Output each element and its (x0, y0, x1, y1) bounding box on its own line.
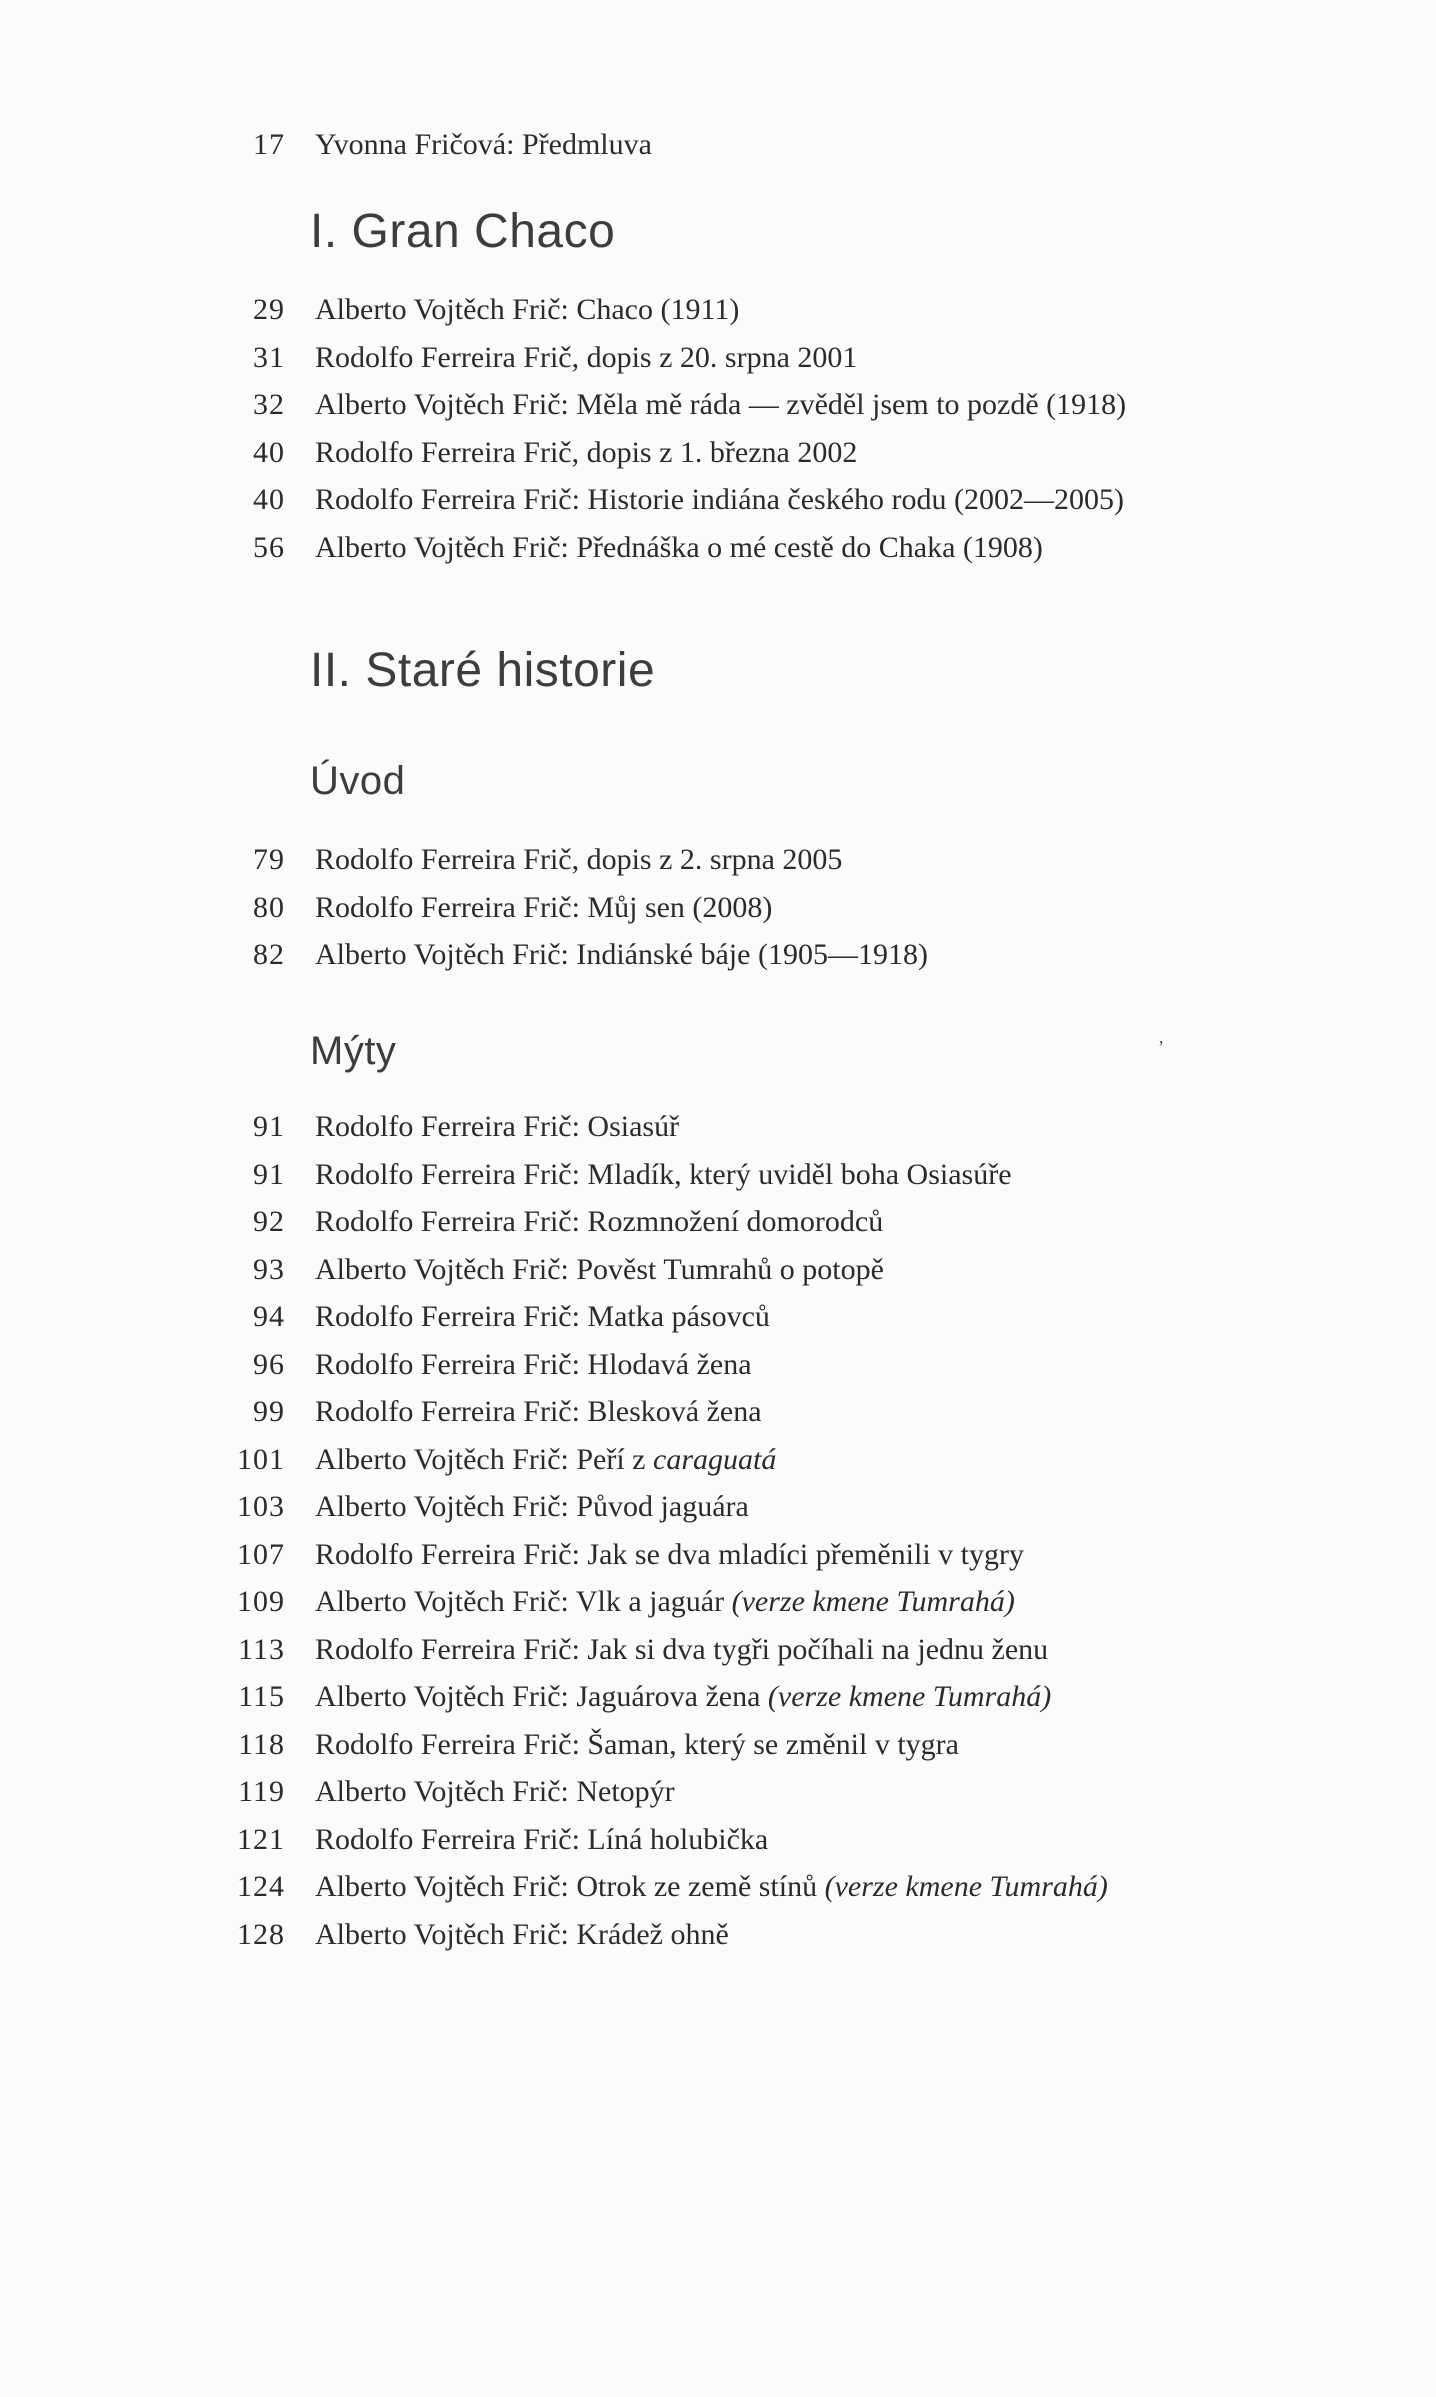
toc-entry-page-number: 92 (253, 1205, 285, 1238)
toc-entry-page-number: 94 (253, 1300, 285, 1333)
toc-entry-page-number: 119 (238, 1775, 285, 1808)
scan-speck-artifact: ’ (1158, 1037, 1164, 1057)
toc-entry-title: Alberto Vojtěch Frič: Indiánské báje (1905—1918) (315, 938, 928, 971)
toc-entry-title: Rodolfo Ferreira Frič: Rozmnožení domorodců (315, 1205, 884, 1238)
toc-entry-page-number: 99 (253, 1395, 285, 1428)
toc-entry-title: Rodolfo Ferreira Frič, dopis z 2. srpna 2005 (315, 843, 843, 876)
toc-entry-page-number: 91 (253, 1110, 285, 1143)
subsection-heading: Úvod (310, 759, 406, 803)
toc-entry-title: Alberto Vojtěch Frič: Přednáška o mé cestě do Chaka (1908) (315, 530, 1043, 564)
toc-entry-page-number: 56 (253, 530, 285, 564)
toc-entry-title: Alberto Vojtěch Frič: Chaco (1911) (315, 293, 740, 326)
section-heading: I. Gran Chaco (310, 205, 616, 258)
toc-entry-page-number: 107 (237, 1537, 285, 1571)
toc-entry-title-italic: caraguatá (653, 1442, 777, 1476)
toc-entry-title: Alberto Vojtěch Frič: Krádež ohně (315, 1917, 729, 1951)
toc-entry-title: Alberto Vojtěch Frič: Peří z caraguatá (315, 1442, 777, 1476)
toc-entry-page-number: 79 (253, 843, 285, 876)
toc-entry-page-number: 124 (237, 1870, 285, 1903)
toc-entry-page-number: 101 (237, 1442, 285, 1476)
toc-entry-page-number: 96 (253, 1347, 285, 1381)
toc-entry-title: Rodolfo Ferreira Frič, dopis z 1. března 2002 (315, 435, 858, 469)
toc-entry-page-number: 40 (253, 435, 285, 469)
toc-entry-page-number: 40 (253, 483, 285, 516)
toc-entry-page-number: 29 (253, 293, 285, 326)
toc-entry-title: Rodolfo Ferreira Frič: Jak si dva tygři počíhali na jednu ženu (315, 1632, 1049, 1666)
toc-entry-page-number: 109 (237, 1585, 285, 1618)
toc-entry-page-number: 113 (238, 1632, 285, 1666)
toc-entry-page-number: 17 (253, 128, 285, 161)
section-heading: II. Staré historie (310, 644, 656, 697)
toc-entry-title-italic: (verze kmene Tumrahá) (824, 1870, 1108, 1903)
toc-entry-title: Rodolfo Ferreira Frič: Historie indiána českého rodu (2002—2005) (315, 483, 1124, 516)
toc-entry-title: Yvonna Fričová: Předmluva (315, 128, 652, 161)
toc-entry-title: Rodolfo Ferreira Frič: Matka pásovců (315, 1300, 770, 1333)
toc-entry-title: Rodolfo Ferreira Frič: Líná holubička (315, 1822, 769, 1856)
toc-entry-title: Rodolfo Ferreira Frič: Osiasúř (315, 1110, 680, 1143)
toc-entry-page-number: 82 (253, 938, 285, 971)
toc-entry-title: Alberto Vojtěch Frič: Otrok ze země stínů (verze kmene Tumrahá) (315, 1870, 1108, 1903)
toc-entry-title-italic: (verze kmene Tumrahá) (767, 1680, 1052, 1713)
toc-entry-page-number: 115 (238, 1680, 285, 1713)
toc-entry-page-number: 93 (253, 1252, 285, 1286)
toc-entry-title: Rodolfo Ferreira Frič: Blesková žena (315, 1395, 762, 1428)
subsection-heading: Mýty (310, 1029, 397, 1073)
toc-entry-page-number: 118 (238, 1727, 285, 1761)
toc-entry-title: Alberto Vojtěch Frič: Netopýr (315, 1775, 675, 1808)
toc-entry-title-italic: (verze kmene Tumrahá) (731, 1585, 1015, 1618)
toc-entry-title: Alberto Vojtěch Frič: Jaguárova žena (verze kmene Tumrahá) (315, 1680, 1052, 1713)
toc-entry-title: Rodolfo Ferreira Frič: Můj sen (2008) (315, 890, 773, 924)
toc-entry-title: Rodolfo Ferreira Frič: Šaman, který se změnil v tygra (315, 1727, 959, 1761)
toc-entry-page-number: 91 (253, 1157, 285, 1191)
toc-entry-page-number: 103 (237, 1490, 285, 1523)
toc-entry-title: Rodolfo Ferreira Frič, dopis z 20. srpna 2001 (315, 340, 858, 374)
toc-entry-title: Alberto Vojtěch Frič: Vlk a jaguár (verze kmene Tumrahá) (315, 1585, 1015, 1618)
toc-entry-page-number: 80 (253, 890, 285, 924)
toc-entry-page-number: 31 (253, 340, 285, 374)
toc-entry-title: Alberto Vojtěch Frič: Pověst Tumrahů o potopě (315, 1252, 884, 1286)
toc-entry-title: Alberto Vojtěch Frič: Původ jaguára (315, 1490, 749, 1523)
toc-entry-title: Alberto Vojtěch Frič: Měla mě ráda — zvěděl jsem to pozdě (1918) (315, 388, 1127, 421)
toc-entry-title: Rodolfo Ferreira Frič: Hlodavá žena (315, 1347, 752, 1381)
toc-entry-title: Rodolfo Ferreira Frič: Jak se dva mladíci přeměnili v tygry (315, 1537, 1024, 1571)
toc-entry-page-number: 121 (237, 1822, 285, 1856)
toc-entry-page-number: 128 (237, 1917, 285, 1951)
toc-entry-title: Rodolfo Ferreira Frič: Mladík, který uviděl boha Osiasúře (315, 1157, 1012, 1191)
toc-entry-page-number: 32 (253, 388, 285, 421)
